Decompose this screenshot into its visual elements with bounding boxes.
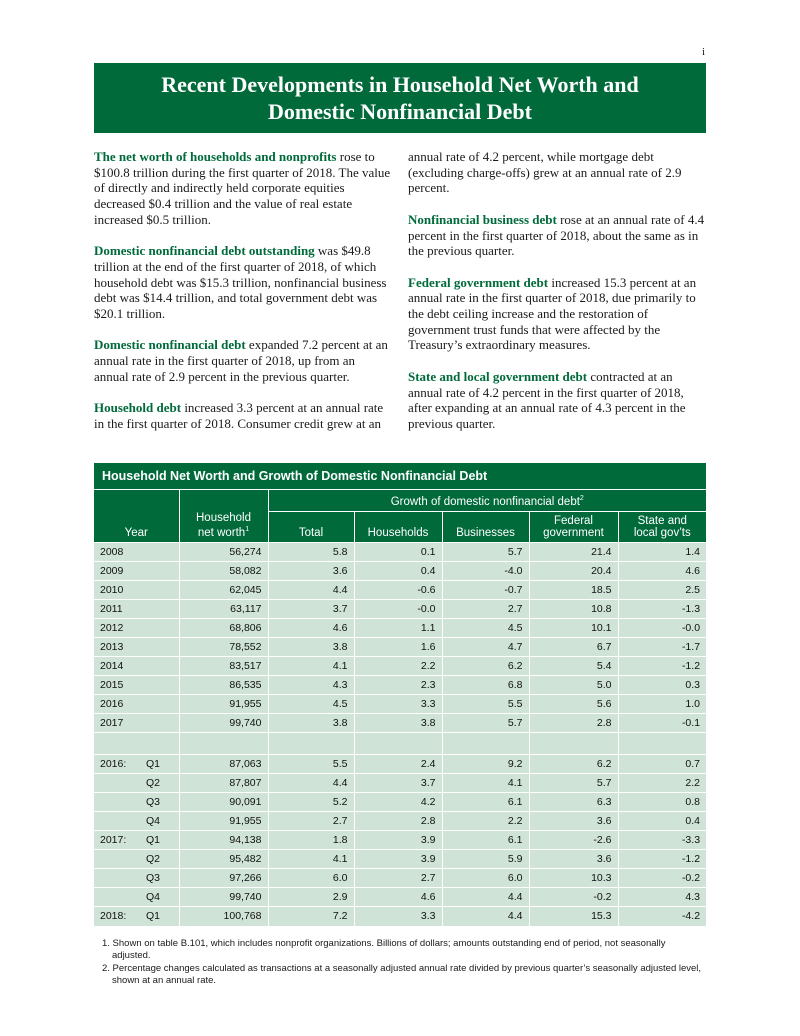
cell-businesses: 2.2 (442, 812, 529, 831)
cell-net-worth: 83,517 (179, 657, 268, 676)
cell-households: 0.1 (354, 543, 442, 562)
paragraph-lead: Federal government debt (408, 274, 549, 290)
cell-total: 2.7 (268, 812, 354, 831)
paragraph (94, 243, 392, 322)
cell-net-worth: 58,082 (179, 562, 268, 581)
cell-year-quarter (94, 755, 179, 774)
cell-state-local: 0.3 (618, 676, 706, 695)
cell-state-local: 0.7 (618, 755, 706, 774)
cell-state-local: -1.2 (618, 657, 706, 676)
table-row (94, 755, 706, 774)
cell-federal: 10.1 (529, 619, 618, 638)
group-header: Growth of domestic nonfinancial debt$^2$ (268, 490, 706, 512)
cell-year: 2012 (94, 619, 179, 638)
cell-households: 1.1 (354, 619, 442, 638)
cell-state-local: -4.2 (618, 907, 706, 926)
page-title: Recent Developments in Household Net Worth and Domestic Nonfinancial Debt (161, 72, 639, 124)
cell-federal: 5.7 (529, 774, 618, 793)
cell-year-quarter (94, 907, 179, 926)
paragraph-lead: State and local government debt (408, 368, 588, 384)
cell-state-local: 2.5 (618, 581, 706, 600)
table-row (94, 543, 706, 562)
quarter-label: Q4 (146, 815, 161, 827)
cell-federal: 6.7 (529, 638, 618, 657)
cell-net-worth: 91,955 (179, 695, 268, 714)
cell-total: 4.3 (268, 676, 354, 695)
table-row (94, 695, 706, 714)
cell-households: 2.7 (354, 869, 442, 888)
col-header-households: Households (354, 512, 442, 543)
col-header-total: Total (268, 512, 354, 543)
cell-federal: 6.2 (529, 755, 618, 774)
cell-households: -0.0 (354, 600, 442, 619)
paragraph-text: rose at an annual rate of 4.4 percent in the first quarter of 2018, about the same as in the previous quarter. (408, 211, 705, 259)
cell-year: 2008 (94, 543, 179, 562)
cell-businesses: -4.0 (442, 562, 529, 581)
cell-businesses: 5.7 (442, 714, 529, 733)
cell-state-local: -0.2 (618, 869, 706, 888)
cell-federal: 2.8 (529, 714, 618, 733)
quarter-label: Q3 (146, 796, 161, 808)
cell-total: 4.1 (268, 657, 354, 676)
table-row (94, 581, 706, 600)
paragraph (408, 149, 706, 196)
table-spacer-row (94, 733, 706, 755)
cell-net-worth: 95,482 (179, 850, 268, 869)
cell-businesses: 5.5 (442, 695, 529, 714)
paragraph (94, 337, 392, 384)
cell-year-quarter (94, 831, 179, 850)
cell-households: 2.4 (354, 755, 442, 774)
cell-households: 3.9 (354, 831, 442, 850)
cell-households: 3.7 (354, 774, 442, 793)
cell-federal: 20.4 (529, 562, 618, 581)
paragraph (94, 149, 392, 228)
cell-federal: 18.5 (529, 581, 618, 600)
year-label: 2016: (100, 758, 127, 770)
footnotes (102, 938, 702, 987)
cell-total: 6.0 (268, 869, 354, 888)
cell-state-local: -1.7 (618, 638, 706, 657)
cell-businesses: 5.7 (442, 543, 529, 562)
paragraph-text: expanded 7.2 percent at an annual rate in the first quarter of 2018, up from an annual rate of 2.9 percent in the previous quarter. (94, 337, 388, 384)
cell-federal: 5.4 (529, 657, 618, 676)
cell-businesses: 6.0 (442, 869, 529, 888)
net-worth-table (94, 463, 706, 926)
body-text (94, 149, 706, 447)
title-banner (94, 63, 706, 133)
cell-total: 2.9 (268, 888, 354, 907)
right-column (408, 149, 706, 447)
cell-year-quarter (94, 812, 179, 831)
cell-year: 2010 (94, 581, 179, 600)
table-row (94, 638, 706, 657)
cell-state-local: 0.4 (618, 812, 706, 831)
cell-year: 2011 (94, 600, 179, 619)
cell-total: 5.2 (268, 793, 354, 812)
header-blank (94, 490, 179, 512)
cell-net-worth: 100,768 (179, 907, 268, 926)
paragraph-text: increased 15.3 percent at an annual rate in the first quarter of 2018, due primarily to the debt ceiling increase and the restoration of government trust funds that were affected by the Treasury’s extraordinary measures. (408, 274, 697, 353)
cell-total: 3.6 (268, 562, 354, 581)
cell-net-worth: 90,091 (179, 793, 268, 812)
page-number: i (702, 46, 706, 58)
cell-net-worth: 91,955 (179, 812, 268, 831)
table-row (94, 600, 706, 619)
quarter-label: Q1 (146, 834, 161, 846)
cell-households: 2.2 (354, 657, 442, 676)
header-blank (179, 490, 268, 512)
quarter-label: Q4 (146, 891, 161, 903)
paragraph-text: annual rate of 4.2 percent, while mortgage debt (excluding charge-offs) grew at an annual rate of 2.9 percent. (408, 149, 682, 196)
cell-empty (529, 733, 618, 755)
cell-businesses: -0.7 (442, 581, 529, 600)
cell-empty (94, 733, 179, 755)
cell-net-worth: 87,807 (179, 774, 268, 793)
cell-total: 4.6 (268, 619, 354, 638)
cell-total: 3.8 (268, 638, 354, 657)
cell-state-local: -0.1 (618, 714, 706, 733)
cell-year: 2013 (94, 638, 179, 657)
col-header-businesses: Businesses (442, 512, 529, 543)
table-title: Household Net Worth and Growth of Domestic Nonfinancial Debt (94, 463, 706, 489)
cell-total: 4.5 (268, 695, 354, 714)
table-row (94, 619, 706, 638)
cell-businesses: 6.8 (442, 676, 529, 695)
table-row (94, 676, 706, 695)
cell-total: 3.7 (268, 600, 354, 619)
paragraph-lead: Domestic nonfinancial debt (94, 337, 246, 353)
cell-households: 4.2 (354, 793, 442, 812)
cell-state-local: 0.8 (618, 793, 706, 812)
paragraph-text: was $49.8 trillion at the end of the first quarter of 2018, of which household debt was $15.3 trillion, nonfinancial business debt was $14.4 trillion, and total government debt was $20.1 trillion. (94, 243, 387, 322)
col-header-federal: Federal government (529, 512, 618, 543)
cell-state-local: -0.0 (618, 619, 706, 638)
cell-total: 5.5 (268, 755, 354, 774)
table-row (94, 831, 706, 850)
paragraph-lead: Household debt (94, 400, 182, 416)
cell-net-worth: 87,063 (179, 755, 268, 774)
cell-empty (442, 733, 529, 755)
table-row (94, 714, 706, 733)
table-row (94, 774, 706, 793)
data-table (94, 489, 706, 926)
cell-households: 1.6 (354, 638, 442, 657)
table-row (94, 657, 706, 676)
cell-federal: 21.4 (529, 543, 618, 562)
paragraph-lead: The net worth of households and nonprofits (94, 149, 337, 164)
cell-households: 3.9 (354, 850, 442, 869)
left-column (94, 149, 392, 447)
cell-businesses: 6.1 (442, 831, 529, 850)
cell-empty (618, 733, 706, 755)
cell-federal: 3.6 (529, 850, 618, 869)
paragraph (408, 275, 706, 354)
cell-year-quarter (94, 869, 179, 888)
paragraph (408, 369, 706, 432)
paragraph-lead: Domestic nonfinancial debt outstanding (94, 243, 315, 259)
table-row (94, 907, 706, 926)
table-row (94, 812, 706, 831)
cell-federal: 5.0 (529, 676, 618, 695)
paragraph-lead: Nonfinancial business debt (408, 211, 557, 227)
cell-net-worth: 94,138 (179, 831, 268, 850)
table-row (94, 793, 706, 812)
cell-households: -0.6 (354, 581, 442, 600)
cell-year: 2017 (94, 714, 179, 733)
cell-businesses: 4.4 (442, 907, 529, 926)
cell-federal: 10.8 (529, 600, 618, 619)
cell-year-quarter (94, 774, 179, 793)
paragraph (94, 400, 392, 431)
cell-federal: 3.6 (529, 812, 618, 831)
cell-businesses: 4.7 (442, 638, 529, 657)
cell-total: 4.4 (268, 581, 354, 600)
cell-year-quarter (94, 850, 179, 869)
quarter-label: Q2 (146, 777, 161, 789)
cell-empty (268, 733, 354, 755)
cell-net-worth: 97,266 (179, 869, 268, 888)
cell-households: 4.6 (354, 888, 442, 907)
cell-households: 2.8 (354, 812, 442, 831)
cell-federal: 6.3 (529, 793, 618, 812)
cell-total: 7.2 (268, 907, 354, 926)
cell-total: 3.8 (268, 714, 354, 733)
cell-businesses: 4.4 (442, 888, 529, 907)
col-header-state-local: State and local gov’ts (618, 512, 706, 543)
cell-year: 2016 (94, 695, 179, 714)
cell-net-worth: 99,740 (179, 888, 268, 907)
table-row (94, 869, 706, 888)
cell-net-worth: 68,806 (179, 619, 268, 638)
cell-year-quarter (94, 888, 179, 907)
cell-federal: 10.3 (529, 869, 618, 888)
cell-businesses: 6.1 (442, 793, 529, 812)
cell-state-local: 2.2 (618, 774, 706, 793)
cell-net-worth: 62,045 (179, 581, 268, 600)
cell-federal: 15.3 (529, 907, 618, 926)
table-row (94, 850, 706, 869)
cell-year: 2009 (94, 562, 179, 581)
cell-total: 4.4 (268, 774, 354, 793)
cell-state-local: 4.6 (618, 562, 706, 581)
cell-state-local: -1.3 (618, 600, 706, 619)
cell-empty (354, 733, 442, 755)
paragraph-text: rose to $100.8 trillion during the first quarter of 2018. The value of directly and indirectly held corporate equities decreased $0.4 trillion and the value of real estate increased $0.5 trillion. (94, 149, 391, 227)
footnote-1: 1. Shown on table B.101, which includes nonprofit organizations. Billions of dollars; amounts outstanding end of period, not seasonally adjusted. (102, 938, 666, 962)
cell-businesses: 6.2 (442, 657, 529, 676)
cell-businesses: 9.2 (442, 755, 529, 774)
cell-state-local: 1.4 (618, 543, 706, 562)
cell-state-local: 1.0 (618, 695, 706, 714)
cell-households: 2.3 (354, 676, 442, 695)
col-header-year: Year (94, 512, 179, 543)
cell-empty (179, 733, 268, 755)
cell-households: 3.3 (354, 695, 442, 714)
table-row (94, 562, 706, 581)
cell-businesses: 5.9 (442, 850, 529, 869)
footnote-2: 2. Percentage changes calculated as transactions at a seasonally adjusted annual rate divided by previous quarter’s seasonally adjusted level, shown at an annual rate. (102, 962, 702, 986)
year-label: 2018: (100, 910, 127, 923)
col-header-networth: Household net worth$^1$ (179, 512, 268, 543)
cell-total: 4.1 (268, 850, 354, 869)
cell-households: 3.3 (354, 907, 442, 926)
table-row (94, 888, 706, 907)
paragraph (408, 212, 706, 259)
cell-year: 2015 (94, 676, 179, 695)
cell-federal: -2.6 (529, 831, 618, 850)
cell-net-worth: 99,740 (179, 714, 268, 733)
cell-net-worth: 78,552 (179, 638, 268, 657)
cell-state-local: -3.3 (618, 831, 706, 850)
cell-federal: 5.6 (529, 695, 618, 714)
cell-households: 0.4 (354, 562, 442, 581)
cell-businesses: 4.5 (442, 619, 529, 638)
cell-net-worth: 63,117 (179, 600, 268, 619)
cell-businesses: 4.1 (442, 774, 529, 793)
cell-total: 1.8 (268, 831, 354, 850)
paragraph-text: contracted at an annual rate of 4.2 percent in the first quarter of 2018, after expanding at an annual rate of 4.3 percent in the previous quarter. (408, 368, 686, 431)
cell-state-local: 4.3 (618, 888, 706, 907)
quarter-label: Q2 (146, 853, 161, 865)
cell-year-quarter (94, 793, 179, 812)
quarter-label: Q3 (146, 872, 161, 884)
quarter-label: Q1 (146, 910, 161, 923)
cell-households: 3.8 (354, 714, 442, 733)
cell-businesses: 2.7 (442, 600, 529, 619)
cell-total: 5.8 (268, 543, 354, 562)
cell-net-worth: 86,535 (179, 676, 268, 695)
paragraph-text: increased 3.3 percent at an annual rate in the first quarter of 2018. Consumer credit grew at an (94, 400, 384, 431)
year-label: 2017: (100, 834, 127, 846)
cell-state-local: -1.2 (618, 850, 706, 869)
cell-federal: -0.2 (529, 888, 618, 907)
cell-net-worth: 56,274 (179, 543, 268, 562)
quarter-label: Q1 (146, 758, 161, 770)
cell-year: 2014 (94, 657, 179, 676)
